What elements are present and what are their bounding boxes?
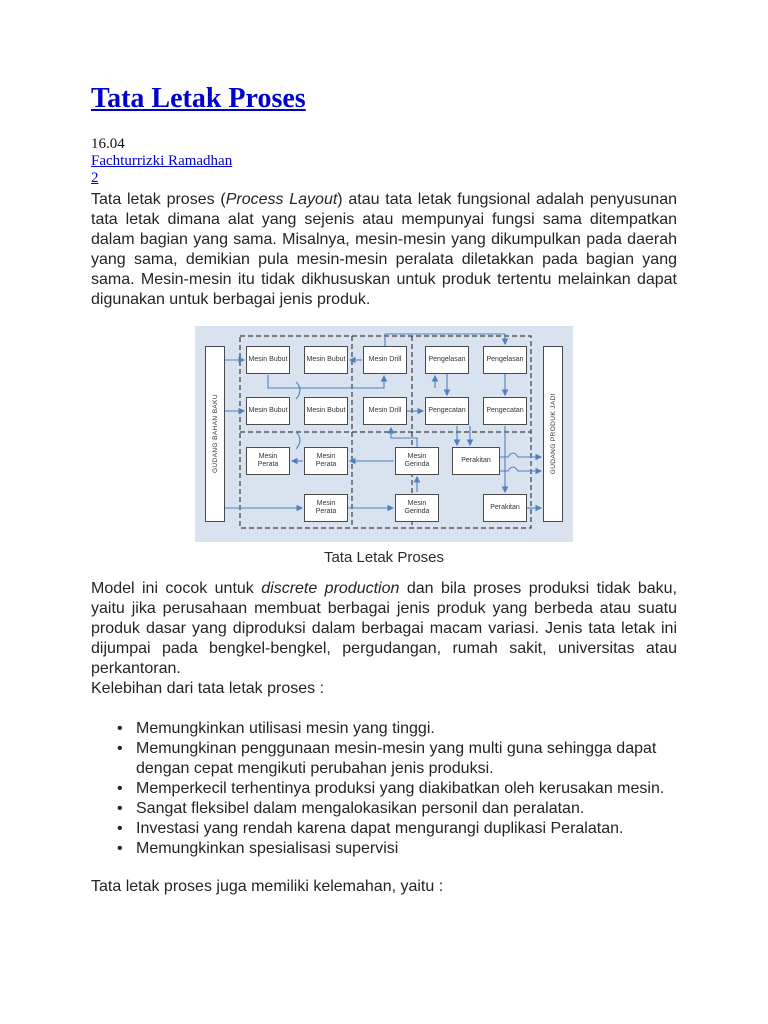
list-item: • Sangat fleksibel dalam mengalokasikan personil dan peralatan. xyxy=(91,799,677,819)
italic-term: discrete production xyxy=(261,579,400,597)
figure-caption: Tata Letak Proses xyxy=(323,548,445,566)
machine-box: Pengelasan xyxy=(483,346,527,374)
machine-box: Mesin Bubut xyxy=(304,397,348,425)
weaknesses-intro: Tata letak proses juga memiliki kelemahan, yaitu : xyxy=(91,877,444,895)
list-item: • Memungkinkan spesialisasi supervisi xyxy=(91,839,677,859)
machine-box: Mesin Perata xyxy=(246,447,290,475)
paragraph-text: dan bila proses produksi tidak baku, yaitu jika perusahaan membuat berbagai jenis produk yang berbeda atau suatu produk dasar yang diproduksi dalam berbagai macam variasi. Jenis tata letak ini dijumpai pada bengkel-bengkel, pergudangan, rumah sakit, universitas atau perkantoran. xyxy=(91,579,677,677)
paragraph-model xyxy=(91,579,677,679)
post-time: 16.04 xyxy=(91,135,125,152)
machine-box: Perakitan xyxy=(483,494,527,522)
author-link[interactable]: Fachturrizki Ramadhan xyxy=(91,152,233,169)
paragraph-text: ) atau tata letak fungsional adalah penyusunan tata letak dimana alat yang sejenis atau mempunyai fungsi sama ditempatkan dalam bagian yang sama. Misalnya, mesin-mesin yang dikumpulkan pada daerah yang sama, demikian pula mesin-mesin peralata diletakkan pada bagian yang sama. Mesin-mesin itu tidak dikhususkan untuk produk tertentu melainkan dapat digunakan untuk berbagai jenis produk. xyxy=(91,190,678,308)
warehouse-raw-materials xyxy=(205,346,225,522)
post-meta xyxy=(91,136,677,187)
advantages-intro: Kelebihan dari tata letak proses : xyxy=(91,679,325,697)
document-page xyxy=(91,84,677,897)
machine-box: Mesin Gerinda xyxy=(395,447,439,475)
warehouse-label: GUDANG BAHAN BAKU xyxy=(211,394,219,474)
machine-box: Mesin Drill xyxy=(363,346,407,374)
list-item: • Memungkinkan utilisasi mesin yang tinggi. xyxy=(91,719,677,739)
warehouse-label: GUDANG PRODUK JADI xyxy=(549,393,557,475)
machine-box: Perakitan xyxy=(452,447,500,475)
machine-box: Pengecatan xyxy=(483,397,527,425)
advantages-list xyxy=(91,719,677,859)
machine-box: Pengelasan xyxy=(425,346,469,374)
comment-count-link[interactable]: 2 xyxy=(91,169,99,186)
machine-box: Mesin Bubut xyxy=(246,397,290,425)
list-item: • Memungkinan penggunaan mesin-mesin yang multi guna sehingga dapat dengan cepat mengikuti perubahan jenis produksi. xyxy=(91,739,677,779)
paragraph-text: Model ini cocok untuk xyxy=(91,579,262,597)
page-title[interactable]: Tata Letak Proses xyxy=(91,83,306,114)
machine-box: Mesin Gerinda xyxy=(395,494,439,522)
figure xyxy=(195,326,573,566)
machine-box: Mesin Drill xyxy=(363,397,407,425)
machine-box: Pengecatan xyxy=(425,397,469,425)
warehouse-finished-goods xyxy=(543,346,563,522)
machine-box: Mesin Perata xyxy=(304,447,348,475)
list-item: • Investasi yang rendah karena dapat mengurangi duplikasi Peralatan. xyxy=(91,819,677,839)
paragraph-text: Tata letak proses ( xyxy=(91,190,226,208)
paragraph-intro xyxy=(91,190,677,310)
machine-box: Mesin Bubut xyxy=(304,346,348,374)
italic-term: Process Layout xyxy=(225,190,338,208)
machine-box: Mesin Perata xyxy=(304,494,348,522)
list-item: • Memperkecil terhentinya produksi yang diakibatkan oleh kerusakan mesin. xyxy=(91,779,677,799)
machine-box: Mesin Bubut xyxy=(246,346,290,374)
process-layout-diagram xyxy=(195,326,573,542)
